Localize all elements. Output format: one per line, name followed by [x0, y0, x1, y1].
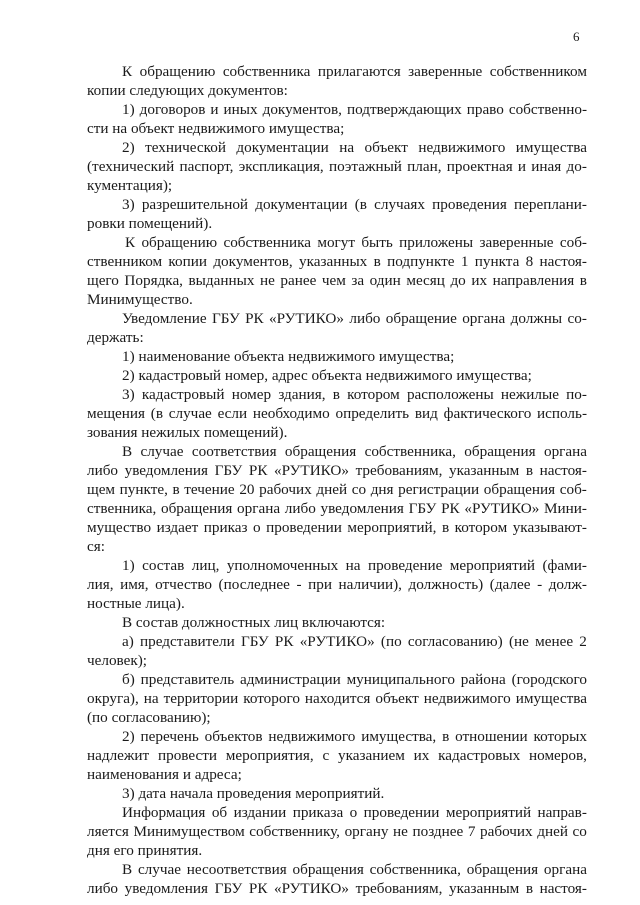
paragraph — [87, 670, 587, 727]
text-line: 3) разрешительной документации (в случаях проведения переплани- — [122, 196, 587, 213]
text-line: мущество издает приказ о проведении мероприятий, в котором указывают- — [87, 519, 587, 536]
text-line: дня его принятия. — [87, 842, 203, 859]
paragraph — [87, 613, 587, 632]
text-line: В состав должностных лиц включаются: — [122, 614, 386, 631]
paragraph — [87, 727, 587, 784]
text-line: ся: — [87, 538, 105, 555]
text-line: 2) перечень объектов недвижимого имущества, в отношении которых — [122, 728, 587, 745]
text-line: держать: — [87, 329, 144, 346]
paragraph — [87, 556, 587, 613]
text-line: надлежит провести мероприятия, с указанием их кадастровых номеров, — [87, 747, 587, 764]
text-line: 1) состав лиц, уполномоченных на проведение мероприятий (фами- — [122, 557, 587, 574]
text-line: человек); — [87, 652, 148, 669]
document-body — [87, 62, 587, 898]
text-line: ровки помещений). — [87, 215, 213, 232]
text-line: (по согласованию); — [87, 709, 211, 726]
text-line: 2) кадастровый номер, адрес объекта недвижимого имущества; — [122, 367, 532, 384]
text-line: 2) технической документации на объект недвижимого имущества — [122, 139, 587, 156]
paragraph — [87, 784, 587, 803]
paragraph — [87, 442, 587, 556]
text-line: щем пункте, в течение 20 рабочих дней со дня регистрации обращения соб- — [87, 481, 587, 498]
paragraph — [87, 385, 587, 442]
paragraph — [87, 195, 587, 233]
text-line: щего Порядка, выданных не ранее чем за один месяц до их направления в — [87, 272, 587, 289]
text-line: Информация об издании приказа о проведении мероприятий направ- — [122, 804, 587, 821]
text-line: (технический паспорт, экспликация, поэтажный план, проектная и иная до- — [87, 158, 587, 175]
text-line: б) представитель администрации муниципального района (городского — [122, 671, 587, 688]
text-line: В случае несоответствия обращения собственника, обращения органа — [122, 861, 587, 878]
text-line: 1) договоров и иных документов, подтверждающих право собственно- — [122, 101, 587, 118]
text-line: ственником копии документов, указанных в подпункте 1 пункта 8 настоя- — [87, 253, 587, 270]
paragraph — [87, 347, 587, 366]
text-line: 3) дата начала проведения мероприятий. — [122, 785, 385, 802]
text-line: В случае соответствия обращения собственника, обращения органа — [122, 443, 587, 460]
page-number: 6 — [573, 29, 580, 44]
text-line: мещения (в случае если необходимо определить вид фактического исполь- — [87, 405, 587, 422]
text-line: либо уведомления ГБУ РК «РУТИКО» требованиям, указанным в настоя- — [87, 462, 587, 479]
text-line: наименования и адреса; — [87, 766, 242, 783]
text-line: ностные лица). — [87, 595, 185, 612]
text-line: сти на объект недвижимого имущества; — [87, 120, 345, 137]
text-line: К обращению собственника могут быть приложены заверенные соб- — [125, 234, 587, 251]
text-line: ственника, обращения органа либо уведомления ГБУ РК «РУТИКО» Мини- — [87, 500, 587, 517]
paragraph — [87, 138, 587, 195]
text-line: К обращению собственника прилагаются заверенные собственником — [122, 63, 587, 80]
paragraph — [87, 233, 587, 309]
text-line: кументация); — [87, 177, 173, 194]
paragraph — [87, 803, 587, 860]
text-line: копии следующих документов: — [87, 82, 288, 99]
text-line: либо уведомления ГБУ РК «РУТИКО» требованиям, указанным в настоя- — [87, 880, 587, 897]
text-line: лия, имя, отчество (последнее - при наличии), должность) (далее - долж- — [87, 576, 587, 593]
paragraph — [87, 632, 587, 670]
text-line: зования нежилых помещений). — [87, 424, 288, 441]
paragraph — [87, 366, 587, 385]
text-line: 1) наименование объекта недвижимого имущества; — [122, 348, 455, 365]
paragraph — [87, 309, 587, 347]
text-line: округа), на территории которого находится объект недвижимого имущества — [87, 690, 587, 707]
text-line: ляется Минимуществом собственнику, органу не позднее 7 рабочих дней со — [87, 823, 587, 840]
text-line: 3) кадастровый номер здания, в котором расположены нежилые по- — [122, 386, 587, 403]
text-line: Уведомление ГБУ РК «РУТИКО» либо обращение органа должны со- — [122, 310, 587, 327]
paragraph — [87, 62, 587, 100]
paragraph — [87, 860, 587, 898]
paragraph — [87, 100, 587, 138]
text-line: а) представители ГБУ РК «РУТИКО» (по согласованию) (не менее 2 — [122, 633, 587, 650]
text-line: Минимущество. — [87, 291, 193, 308]
